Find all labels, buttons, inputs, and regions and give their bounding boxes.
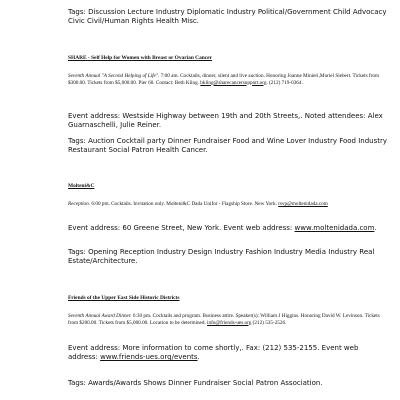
molteni-rsvp-email[interactable]: rsvp@moltenidada.com: [278, 201, 328, 207]
share-details: [68, 73, 390, 86]
molteni-detail-body: 6:00 pm. Cocktails. Invitation only. Molteni&C Dada Unifor - Flagship Store. New York.: [91, 201, 277, 207]
friends-web-link[interactable]: www.friends-ues.org/events: [100, 353, 198, 361]
molteni-web-suffix: .: [374, 224, 377, 232]
share-section: [68, 55, 390, 62]
molteni-event-title: Reception.: [68, 201, 91, 207]
share-address-block: [68, 112, 390, 130]
share-address: Event address: Westside Highway between 19th and 20th Streets,. Noted attendees: Alex Guarnaschelli, Julie Reiner.: [68, 112, 383, 129]
top-tags: Tags: Discussion Lecture Industry Diplomatic Industry Political/Government Child Advocacy Civic Civil/Human Rights Health Misc.: [68, 8, 387, 25]
friends-tags-block: [68, 379, 390, 388]
molteni-section: [68, 183, 390, 190]
share-tags-block: [68, 137, 390, 155]
molteni-details: [68, 201, 390, 208]
molteni-tags: Tags: Opening Reception Industry Design Industry Fashion Industry Media Industry Real Estate/Architecture.: [68, 248, 375, 265]
friends-detail-text: [68, 313, 390, 326]
top-tags-block: [68, 8, 390, 26]
share-event-title: Seventh Annual "A Second Helping of Life".: [68, 73, 160, 79]
friends-heading[interactable]: Friends of the Upper East Side Historic Districts: [68, 295, 180, 301]
molteni-tags-block: [68, 248, 390, 266]
molteni-address-block: [68, 224, 390, 233]
share-detail-text: [68, 73, 390, 86]
molteni-address: [68, 224, 390, 233]
molteni-heading[interactable]: Molteni&C: [68, 183, 95, 189]
friends-event-title: Seventh Annual Award Dinner.: [68, 313, 132, 319]
share-contact-email[interactable]: bkling@sharecancersupport.org: [200, 79, 267, 86]
friends-address-text: Event address: More information to come shortly,. Fax: (212) 535-2155. Event web address:: [68, 344, 359, 361]
friends-details: [68, 313, 390, 326]
molteni-detail-text: [68, 201, 390, 208]
share-tags: Tags: Auction Cocktail party Dinner Fundraiser Food and Wine Lover Industry Food Industry Restaurant Social Patron Health Cancer.: [68, 137, 387, 154]
share-detail-body: 7:00 am. Cocktails, dinner, silent and live auction. Honoring Joanne Minieri,Muriel Siebert. Tickets from $300.00. Tickets from $5,000.00. Pier 60. Contact: Beth Kling.: [68, 73, 379, 86]
share-heading[interactable]: SHARE - Self Help for Women with Breast or Ovarian Cancer: [68, 55, 212, 61]
friends-tags: Tags: Awards/Awards Shows Dinner Fundraiser Social Patron Association.: [68, 379, 323, 387]
friends-phone: (212) 535-2526.: [251, 319, 287, 326]
molteni-address-text: Event address: 60 Greene Street, New York. Event web address:: [68, 224, 293, 232]
molteni-web-link[interactable]: www.moltenidada.com: [294, 224, 375, 232]
friends-section: [68, 295, 390, 302]
friends-email[interactable]: info@friends-ues.org: [207, 319, 252, 326]
friends-web-suffix: .: [197, 353, 200, 361]
share-contact-phone: . (212) 719-0364.: [266, 79, 303, 86]
friends-address-block: [68, 344, 390, 362]
friends-address: [68, 344, 390, 362]
friends-detail-body: 6:30 pm. Cocktails and program. Business attire. Speaker(s): William J Higgins. Honoring David W. Levinson. Tickets from $200.00. Tickets from $5,000.00. Location to be determined.: [68, 313, 380, 326]
